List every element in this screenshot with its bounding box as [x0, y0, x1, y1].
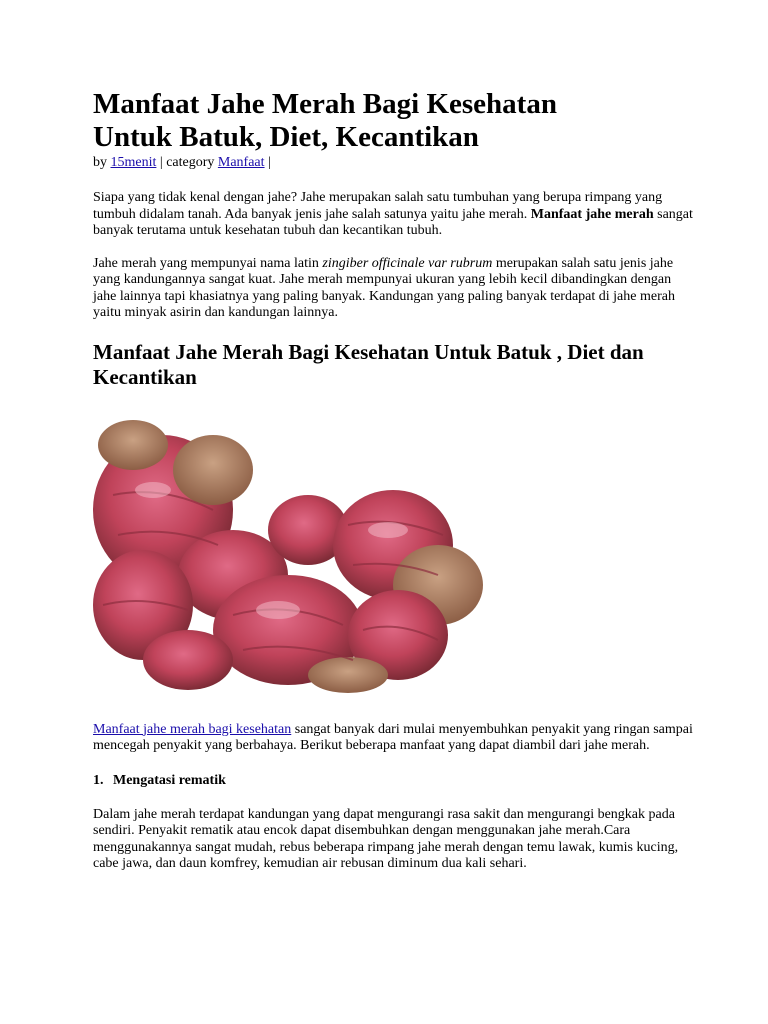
benefits-intro-text: sangat banyak dari mulai menyembuhkan penyakit yang ringan sampai mencegah penyakit yang berbahaya. Berikut beberapa manfaat yang dapat diambil dari jahe merah. — [93, 721, 693, 753]
title-line-1: Manfaat Jahe Merah Bagi Kesehatan — [93, 88, 557, 120]
latin-text: Jahe merah yang mempunyai nama latin — [93, 255, 323, 271]
title-line-2: Untuk Batuk, Diet, Kecantikan — [93, 121, 479, 153]
byline-separator: | category — [156, 155, 218, 170]
byline-separator-end: | — [264, 155, 271, 170]
latin-name: zingiber officinale var rubrum — [322, 255, 493, 271]
benefit-1-title: Mengatasi rematik — [113, 772, 226, 788]
intro-text: Siapa yang tidak kenal dengan jahe? Jahe merupakan salah satu tumbuhan yang berupa rimpang yang tumbuh didalam tanah. Ada banyak jenis jahe salah satunya yaitu jahe merah. — [93, 190, 663, 222]
red-ginger-image — [93, 415, 493, 695]
byline-prefix: by — [93, 155, 111, 170]
benefits-link[interactable]: Manfaat jahe merah bagi kesehatan — [93, 721, 292, 737]
latin-paragraph — [93, 256, 693, 322]
benefit-1-number: 1. — [93, 772, 104, 788]
benefits-intro-paragraph — [93, 722, 693, 755]
article-title — [93, 88, 693, 154]
latin-text-end: merupakan salah satu jenis jahe yang kandungannya sangat kuat. Jahe merah mempunyai ukuran yang lebih kecil dibandingkan dengan jahe lainnya tapi khasiatnya yang paling banyak. Kandungan yang paling banyak terdapat di jahe merah yaitu minyak asirin dan kandungan lainnya. — [93, 255, 675, 320]
intro-paragraph — [93, 190, 693, 240]
benefit-1-heading — [93, 772, 693, 789]
article — [93, 88, 693, 873]
intro-bold: Manfaat jahe merah — [530, 206, 654, 222]
section-heading: Manfaat Jahe Merah Bagi Kesehatan Untuk Batuk , Diet dan Kecantikan — [93, 339, 644, 389]
author-link[interactable]: 15menit — [110, 155, 157, 170]
category-link[interactable]: Manfaat — [217, 155, 265, 170]
intro-text-end: sangat banyak terutama untuk kesehatan tubuh dan kecantikan tubuh. — [93, 206, 693, 238]
byline — [93, 154, 693, 172]
benefit-1-body: Dalam jahe merah terdapat kandungan yang dapat mengurangi rasa sakit dan mengurangi bengkak pada sendiri. Penyakit rematik atau encok dapat disembuhkan dengan menggunakan jahe merah.Cara menggunakannya sangat mudah, rebus beberapa rimpang jahe merah dengan temu lawak, kumis kucing, cabe jawa, dan daun komfrey, kemudian air rebusan diminum dua kali sehari. — [93, 806, 679, 871]
